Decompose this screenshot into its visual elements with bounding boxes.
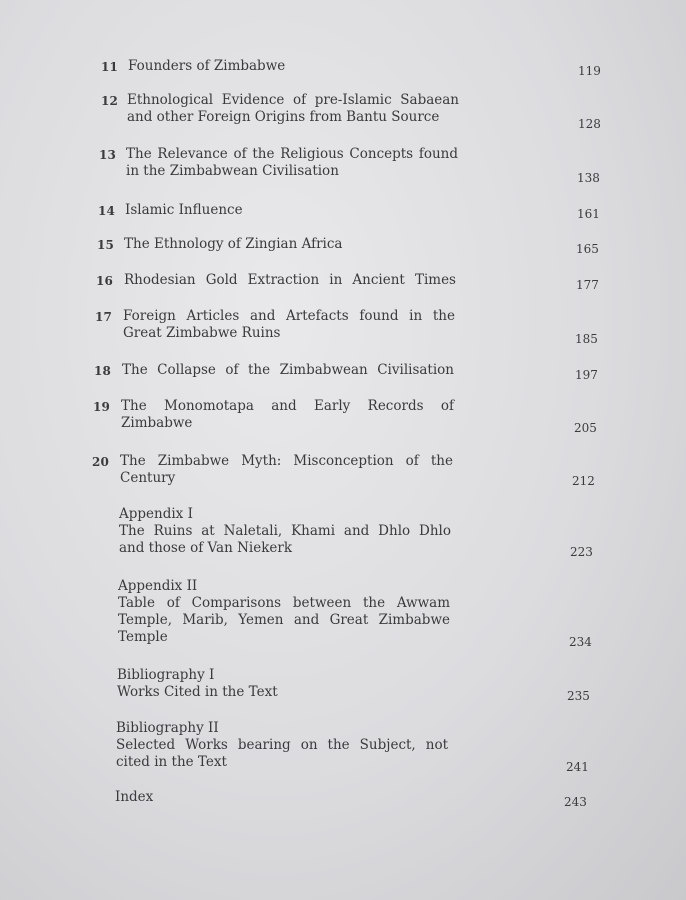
entry-title (127, 92, 459, 126)
entry-title (123, 308, 455, 342)
entry-title (126, 146, 458, 180)
page-number: 212 (572, 474, 595, 488)
entry-title (125, 202, 455, 219)
entry-title-line: Bibliography I (117, 667, 215, 683)
entry-title-line: Century (120, 470, 176, 486)
chapter-number: 14 (98, 204, 116, 218)
entry-title (116, 720, 448, 771)
page-number: 205 (574, 421, 597, 435)
entry-title-line: Founders of Zimbabwe (128, 58, 286, 74)
entry-title-line: Selected Works bearing on the Subject, not (116, 737, 448, 753)
entry-title-line: The Ethnology of Zingian Africa (124, 236, 343, 252)
page-number: 161 (577, 207, 600, 221)
entry-title-line: Temple (118, 629, 168, 645)
entry-title-line: Ethnological Evidence of pre-Islamic Sabaean (127, 92, 459, 108)
entry-title (117, 667, 449, 701)
entry-title-line: Great Zimbabwe Ruins (123, 325, 281, 341)
entry-title-line: Zimbabwe (121, 415, 193, 431)
entry-title (124, 236, 454, 253)
page-number: 138 (577, 171, 600, 185)
entry-title (119, 506, 451, 557)
entry-title (115, 789, 447, 806)
entry-title-line: Appendix I (119, 506, 193, 522)
chapter-number: 18 (94, 364, 112, 378)
chapter-number: 19 (93, 400, 111, 414)
entry-title-line: The Ruins at Naletali, Khami and Dhlo Dhlo (119, 523, 451, 539)
chapter-number: 11 (101, 60, 119, 74)
entry-title-line: Islamic Influence (125, 202, 243, 218)
entry-title-line: Index (115, 789, 154, 805)
page-number: 165 (576, 242, 599, 256)
entry-title-line: Temple, Marib, Yemen and Great Zimbabwe (118, 612, 450, 628)
page-number: 223 (570, 545, 593, 559)
entry-title (118, 578, 450, 646)
entry-title-line: Rhodesian Gold Extraction in Ancient Times (124, 272, 456, 288)
entry-title-line: and other Foreign Origins from Bantu Source (127, 109, 440, 125)
entry-title-line: The Relevance of the Religious Concepts found (126, 146, 458, 162)
entry-title-line: Appendix II (118, 578, 198, 594)
entry-title-line: Works Cited in the Text (117, 684, 278, 700)
entry-title-line: and those of Van Niekerk (119, 540, 293, 556)
chapter-number: 13 (99, 148, 117, 162)
chapter-number: 16 (96, 274, 114, 288)
page-number: 241 (566, 760, 589, 774)
entry-title-line: in the Zimbabwean Civilisation (126, 163, 339, 179)
page-number: 197 (575, 368, 598, 382)
page-number: 185 (575, 332, 598, 346)
entry-title-line: The Zimbabwe Myth: Misconception of the (120, 453, 453, 469)
entry-title-line: The Monomotapa and Early Records of (121, 398, 454, 414)
entry-title-line: Table of Comparisons between the Awwam (118, 595, 450, 611)
entry-title-line: The Collapse of the Zimbabwean Civilisation (122, 362, 454, 378)
entry-title (120, 453, 453, 487)
entry-title-line: Foreign Articles and Artefacts found in the (123, 308, 455, 324)
entry-title (122, 362, 454, 379)
page-number: 119 (578, 64, 601, 78)
page-number: 128 (578, 117, 601, 131)
entry-title (124, 272, 456, 289)
chapter-number: 17 (95, 310, 113, 324)
chapter-number: 12 (101, 94, 119, 108)
page-number: 235 (567, 689, 590, 703)
entry-title (121, 398, 454, 432)
entry-title-line: Bibliography II (116, 720, 219, 736)
page-number: 243 (564, 795, 587, 809)
chapter-number: 20 (92, 455, 110, 469)
chapter-number: 15 (97, 238, 115, 252)
page-number: 177 (576, 278, 599, 292)
entry-title-line: cited in the Text (116, 754, 227, 770)
entry-title (128, 58, 458, 75)
page-number: 234 (569, 635, 592, 649)
